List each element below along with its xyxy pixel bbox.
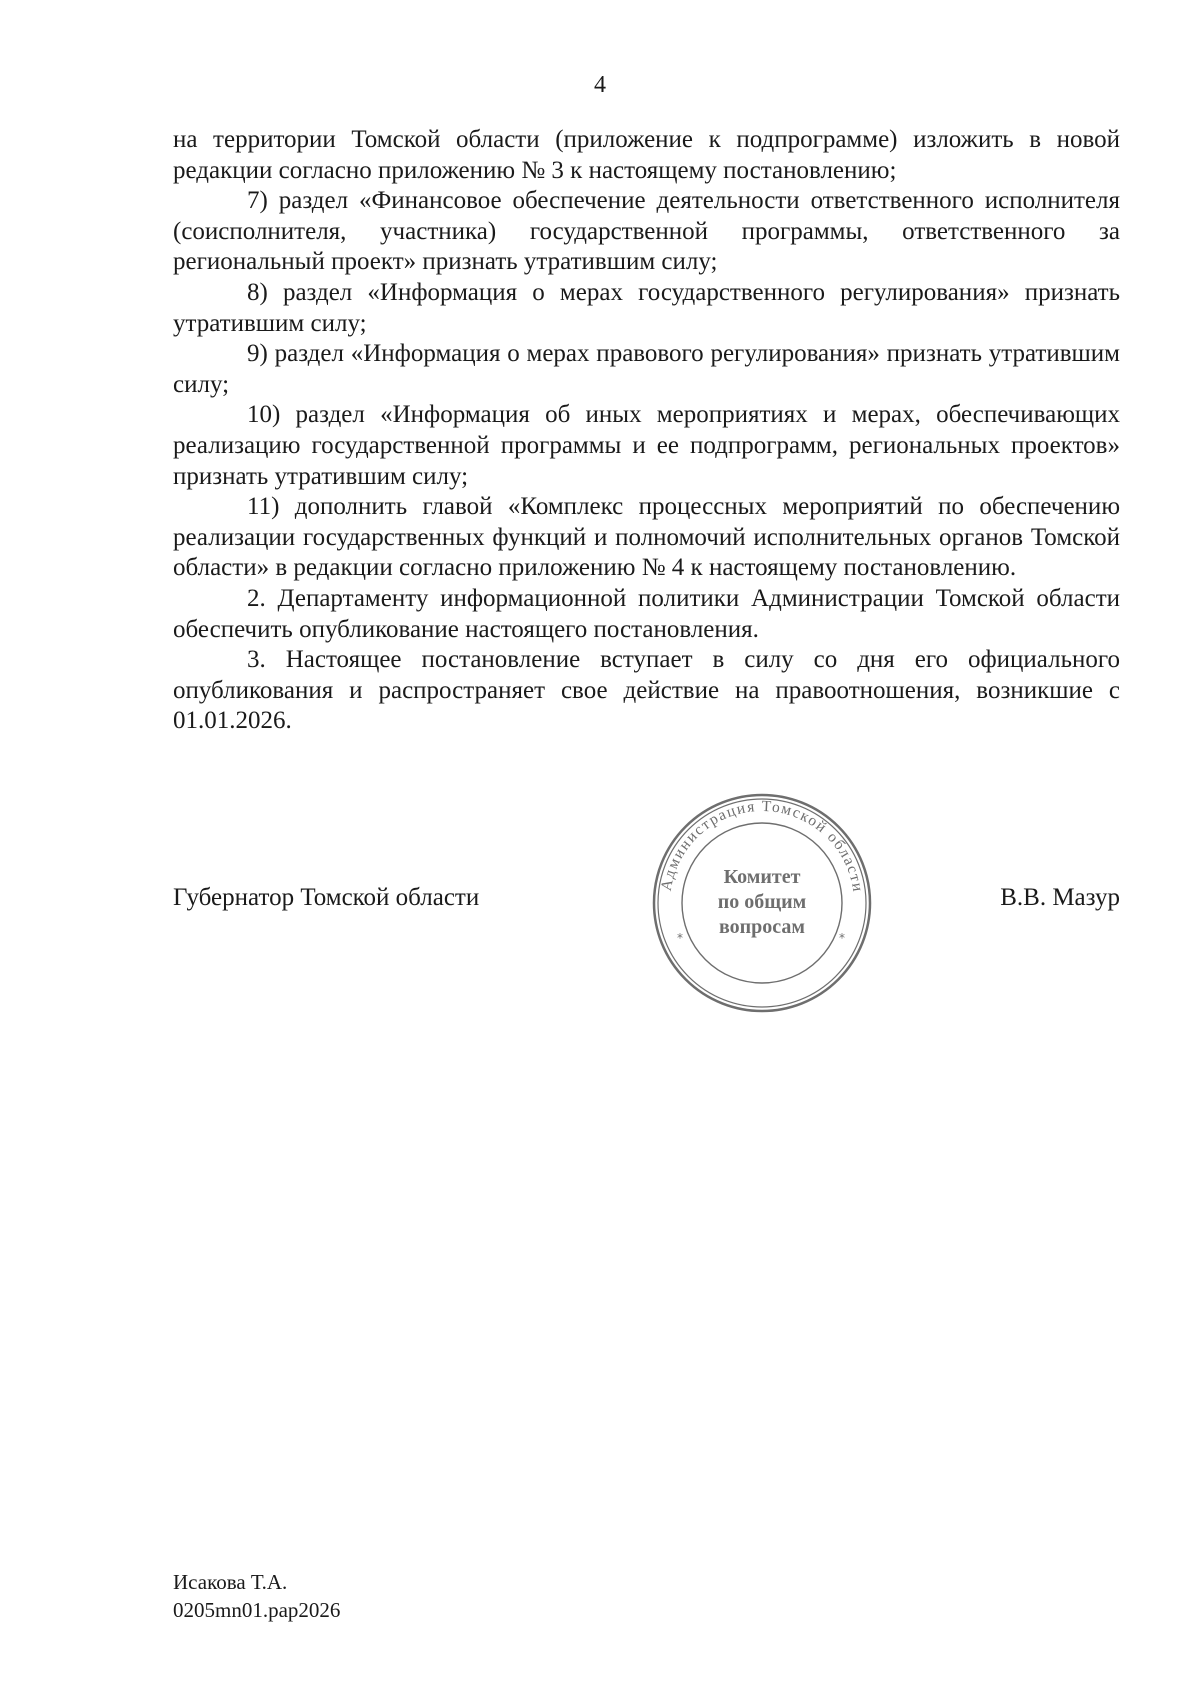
paragraph-item-7: 7) раздел «Финансовое обеспечение деятельности ответственного исполнителя (соисполнителя, участника) государственной программы, ответственного за региональный проект» признать утратившим силу; (173, 187, 1120, 276)
page-number: 4 (594, 72, 606, 98)
executor-name: Исакова Т.А. (173, 1570, 288, 1594)
stamp-center-line-2: по общим (717, 891, 807, 913)
stamp-center-text (718, 866, 807, 938)
signatory-position: Губернатор Томской области (173, 884, 480, 911)
signature-block (173, 884, 1120, 924)
stamp-outer-text: Администрация Томской области (657, 797, 867, 895)
stamp-star-left: * (677, 931, 683, 945)
signatory-name: В.В. Мазур (1000, 884, 1120, 911)
footer-info (173, 1568, 340, 1624)
paragraph-continuation: на территории Томской области (приложение к подпрограмме) изложить в новой редакции согласно приложению № 3 к настоящему постановлению; (173, 126, 1120, 184)
paragraph-point-2: 2. Департаменту информационной политики Администрации Томской области обеспечить опубликование настоящего постановления. (173, 584, 1120, 643)
stamp-center-line-3: вопросам (718, 916, 806, 938)
document-body (173, 125, 1120, 737)
stamp-star-right: * (839, 931, 845, 945)
paragraph-item-9: 9) раздел «Информация о мерах правового регулирования» признать утратившим силу; (173, 340, 1120, 398)
paragraph-item-10: 10) раздел «Информация об иных мероприятиях и мерах, обеспечивающих реализацию государственной программы и ее подпрограмм, региональных проектов» признать утратившим силу; (173, 401, 1120, 490)
official-stamp (651, 792, 873, 1014)
stamp-center-line-1: Комитет (723, 866, 801, 888)
paragraph-item-11: 11) дополнить главой «Комплекс процессных мероприятий по обеспечению реализации государственных функций и полномочий исполнительных органов Томской области» в редакции согласно приложению № 4 к настоящему постановлению. (173, 493, 1120, 582)
paragraph-item-8: 8) раздел «Информация о мерах государственного регулирования» признать утратившим силу; (173, 278, 1120, 337)
file-code: 0205mn01.pap2026 (173, 1598, 341, 1622)
paragraph-point-3: 3. Настоящее постановление вступает в силу со дня его официального опубликования и распространяет свое действие на правоотношения, возникшие с 01.01.2026. (173, 646, 1120, 735)
